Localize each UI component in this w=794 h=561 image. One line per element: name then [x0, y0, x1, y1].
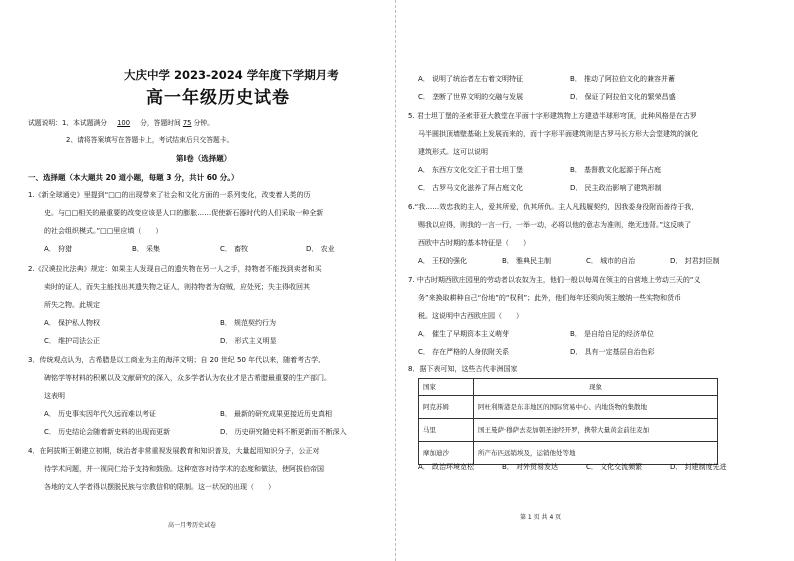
q3-option-a[interactable]: A． 历史事实因年代久远而难以考证 — [44, 410, 157, 418]
q7-line2: 务”来换取耕种自己“份地”的“权利”；此外，他们每年还须向领主缴纳一些实物和货币 — [418, 294, 682, 302]
q4-option-c[interactable]: C． 垄断了世界文明的交融与发展 — [418, 93, 524, 101]
q1-line2: 史。与□□相关的最重要的改变应该是人口的膨胀……促使新石器时代的人们采取一种全新 — [44, 209, 324, 217]
q4-line2: 待学术问题，并一视同仁给予支持和鼓励。这种宽容对待学术的态度和做法，使阿拔伯帝国 — [44, 465, 324, 473]
table-cell-phenomenon: 阿杜利斯港是东非地区的国际贸易中心、内地货物的集散地 — [474, 396, 718, 419]
instructions-mid: 分，答题时间 — [140, 119, 181, 127]
table-row — [419, 442, 718, 465]
q5-line1: 5. 君士坦丁堡的圣索菲亚大教堂在平面十字形建筑物上方建造半球形穹顶，此种风格是在古罗 — [408, 112, 697, 120]
q1-line1: 1.《新全球通史》里提到“□□的出现带来了社会和文化方面的一系列变化，改变着人类的历 — [28, 191, 311, 199]
q3-option-d[interactable]: D． 历史研究随史料不断更新而不断深入 — [220, 428, 347, 436]
q5-option-d[interactable]: D． 民主政治影响了建筑形制 — [570, 184, 662, 192]
q1-option-d[interactable]: D． 农业 — [306, 245, 335, 253]
table-header-country: 国家 — [419, 379, 474, 396]
table-cell-country: 摩加迪沙 — [419, 442, 474, 465]
q7-option-a[interactable]: A． 催生了早期资本主义萌芽 — [418, 330, 510, 338]
q4-line3: 各地的文人学者得以摆脱民族与宗教信仰的限制。这一状况的出现（ ） — [44, 483, 275, 491]
q8-option-a[interactable]: A． 政治环境宽松 — [418, 463, 475, 471]
instructions-line2: 2、请将答案填写在答题卡上，考试结束后只交答题卡。 — [66, 136, 234, 144]
q6-option-a[interactable]: A． 王权的强化 — [418, 257, 468, 265]
q2-line3: 所失之物。此规定 — [44, 301, 100, 309]
q6-line1: 6.“我……效忠我的主人，爱其所爱，仇其所仇。主人凡践履契约，因我委身役附而善待于我， — [408, 203, 699, 211]
table-cell-country: 阿克苏姆 — [419, 396, 474, 419]
q6-line2: 赐我以应得，则我的一言一行，一举一动，必将以他的意志为准则，绝无违背。”这反映了 — [418, 221, 692, 229]
table-cell-phenomenon: 所产布匹远销埃及，运销他处等地 — [474, 442, 718, 465]
q2-option-a[interactable]: A． 保护私人物权 — [44, 319, 101, 327]
q1-option-a[interactable]: A． 狩猎 — [44, 245, 73, 253]
q6-option-b[interactable]: B． 雅典民主制 — [502, 257, 552, 265]
q3-option-c[interactable]: C． 历史结论会随着新史料的出现而更新 — [44, 428, 171, 436]
q6-line3: 西欧中古时期的基本特征是（ ） — [418, 239, 530, 247]
q8-stem: 8．据下表可知，这些古代非洲国家 — [408, 365, 518, 373]
table-row — [419, 396, 718, 419]
q1-line3: 的社会组织模式。”□□里应填（ ） — [44, 227, 163, 235]
q4-option-a[interactable]: A． 说明了统治者左右着文明特征 — [418, 75, 524, 83]
q7-option-b[interactable]: B． 是自给自足的经济单位 — [570, 330, 655, 338]
q2-option-c[interactable]: C． 维护司法公正 — [44, 337, 101, 345]
instructions-line1 — [28, 120, 214, 127]
q1-option-b[interactable]: B． 采集 — [132, 245, 161, 253]
table-row — [419, 419, 718, 442]
country-phenomena-table — [418, 378, 718, 465]
q5-option-c[interactable]: C． 古罗马文化滋养了拜占庭文化 — [418, 184, 524, 192]
instructions-prefix: 试题说明：1、本试题满分 — [28, 119, 108, 127]
table-cell-country: 马里 — [419, 419, 474, 442]
q6-option-d[interactable]: D． 封君封臣制 — [670, 257, 720, 265]
q4-option-d[interactable]: D． 保证了阿拉伯文化的繁荣昌盛 — [570, 93, 676, 101]
instructions-suffix: 分钟。 — [193, 119, 214, 127]
q4-option-b[interactable]: B． 推动了阿拉伯文化的兼容并蓄 — [570, 75, 676, 83]
page-number: 第 1 页 共 4 页 — [520, 514, 562, 521]
center-fold-line — [395, 0, 396, 561]
q8-option-c[interactable]: C． 文化交流频繁 — [586, 463, 643, 471]
q2-option-b[interactable]: B． 规范契约行为 — [220, 319, 277, 327]
q3-line1: 3．传统观点认为，古希腊是以工商业为主的海洋文明；自 20 世纪 50 年代以来，随着考古学、 — [28, 356, 326, 364]
section-intro: 一、选择题（本大题共 20 道小题，每题 3 分，共计 60 分。） — [28, 173, 239, 182]
q3-option-b[interactable]: B． 最新的研究成果更接近历史真相 — [220, 410, 333, 418]
q7-line3: 税。这说明中古西欧庄园（ ） — [418, 312, 523, 320]
q2-option-d[interactable]: D． 形式主义明显 — [220, 337, 277, 345]
paper-title: 高一年级历史试卷 — [146, 88, 290, 108]
left-page-footer: 高一月考历史试卷 — [168, 522, 217, 529]
q8-option-d[interactable]: D． 封建制度先进 — [670, 463, 727, 471]
table-header-phenomenon: 现象 — [474, 379, 718, 396]
q5-line3: 建筑形式。这可以说明 — [418, 148, 488, 156]
table-header-row — [419, 379, 718, 396]
q1-option-c[interactable]: C． 畜牧 — [220, 245, 249, 253]
q5-option-b[interactable]: B． 基督教文化起源于拜占庭 — [570, 166, 662, 174]
q4-line1: 4．在阿拔斯王朝建立初期，统治者非常重视发展教育和知识普及，大量起用知识分子，公正对 — [28, 447, 320, 455]
q8-option-b[interactable]: B． 对外贸易发达 — [502, 463, 559, 471]
q5-line2: 马半圆拱顶墙壁基础上发展而来的，而十字形平面建筑则是古罗马长方形大会堂建筑的演化 — [418, 130, 698, 138]
q7-line1: 7. 中古时期西欧庄园里的劳动者以农奴为主，他们一般以每周在领主的自营地上劳动三天的“义 — [408, 276, 701, 284]
q5-option-a[interactable]: A． 东西方文化交汇于君士坦丁堡 — [418, 166, 524, 174]
q2-line2: 卖时的证人，而失主能找出其遗失物之证人，则持物者为窃贼，应处死；失主得收回其 — [44, 283, 310, 291]
section-title: 第Ⅰ卷（选择题） — [176, 154, 232, 163]
q7-option-c[interactable]: C． 存在严格的人身依附关系 — [418, 348, 510, 356]
q2-line1: 2.《汉谟拉比法典》规定：如果主人发现自己的遗失物在另一人之手，持物者不能找到卖者和买 — [28, 265, 322, 273]
q7-option-d[interactable]: D． 具有一定基层自治色彩 — [570, 348, 655, 356]
q6-option-c[interactable]: C． 城市的自治 — [586, 257, 636, 265]
school-title: 大庆中学 2023-2024 学年度下学期月考 — [124, 68, 339, 82]
exam-time: 75 — [182, 119, 192, 127]
full-score: 100 — [117, 119, 131, 127]
q3-line3: 这表明 — [44, 392, 65, 400]
q3-line2: 碑铭学等材料的积累以及文献研究的深入，众多学者认为农业才是古希腊最重要的生产部门。 — [44, 374, 331, 382]
table-cell-phenomenon: 国王曼萨·穆萨去麦加朝圣途经开罗，携带大量黄金前往麦加 — [474, 419, 718, 442]
